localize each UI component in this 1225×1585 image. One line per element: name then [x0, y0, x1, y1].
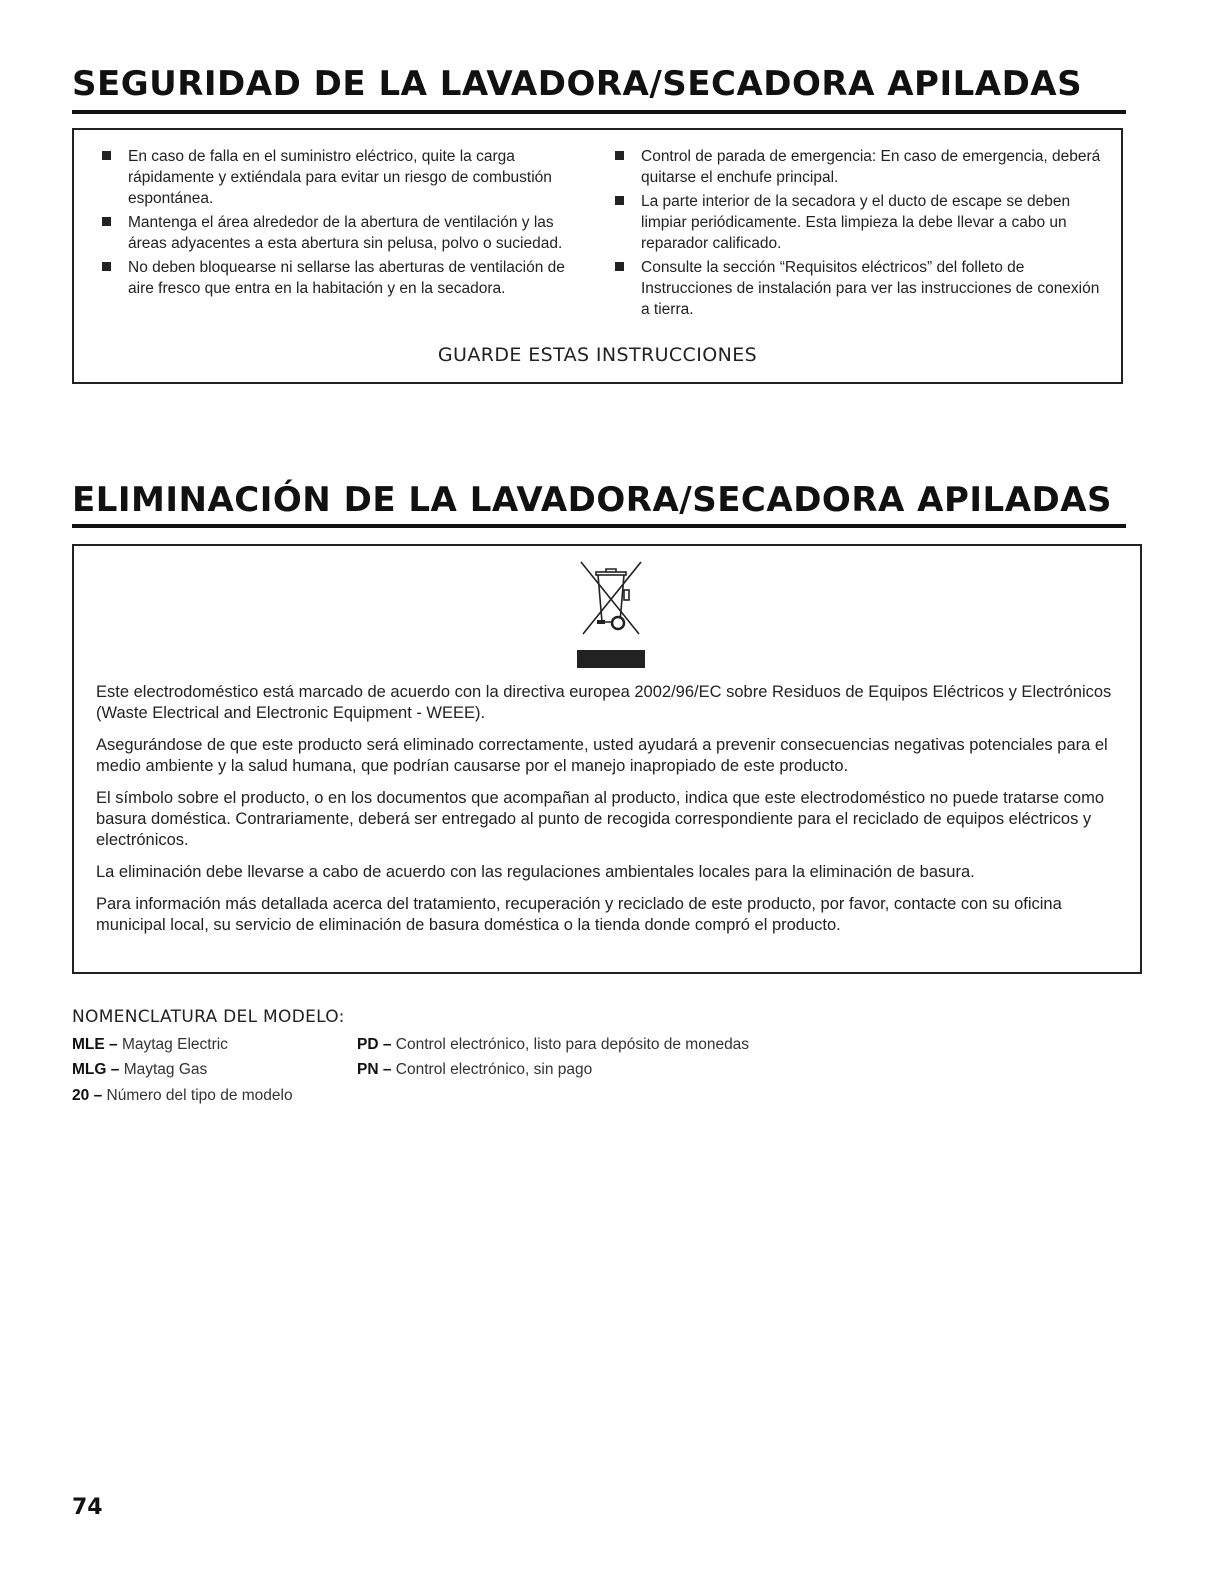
- safety-item: Consulte la sección “Requisitos eléctricos” del folleto de Instrucciones de instalación para ver las instrucciones de conexión a tierra.: [613, 257, 1108, 320]
- disposal-paragraph: El símbolo sobre el producto, o en los documentos que acompañan al producto, indica que este electrodoméstico no puede tratarse como basura doméstica. Contrariamente, deberá ser entregado al punto de recogida correspondiente para el reciclado de equipos eléctricos y electrónicos.: [96, 789, 1105, 849]
- disposal-paragraph: Asegurándose de que este producto será eliminado correctamente, usted ayudará a prevenir consecuencias negativas potenciales para el medio ambiente y la salud humana, que podrían causarse por el manejo inapropiado de este producto.: [96, 736, 1108, 775]
- nomenclature-title: NOMENCLATURA DEL MODELO:: [72, 1007, 345, 1027]
- disposal-box: [72, 544, 1142, 974]
- safety-item: Mantenga el área alrededor de la abertura de ventilación y las áreas adyacentes a esta abertura sin pelusa, polvo o suciedad.: [100, 212, 580, 254]
- page-number: 74: [72, 1495, 103, 1520]
- bullet-square-icon: [102, 217, 111, 226]
- save-instructions-heading: GUARDE ESTAS INSTRUCCIONES: [437, 344, 758, 366]
- nomenclature-entry: 20 – Número del tipo de modelo: [72, 1087, 293, 1104]
- disposal-paragraph: Este electrodoméstico está marcado de acuerdo con la directiva europea 2002/96/EC sobre Residuos de Equipos Eléctricos y Electrónicos (Waste Electrical and Electronic Equipment - WEEE).: [96, 683, 1112, 722]
- bullet-square-icon: [102, 262, 111, 271]
- disposal-title: ELIMINACIÓN DE LA LAVADORA/SECADORA APILADAS: [72, 480, 1113, 520]
- safety-right-column: [613, 146, 1108, 323]
- disposal-paragraph: La eliminación debe llevarse a cabo de acuerdo con las regulaciones ambientales locales para la eliminación de basura.: [96, 863, 975, 881]
- weee-crossed-bin-icon: [575, 560, 647, 638]
- bullet-square-icon: [102, 151, 111, 160]
- nomenclature-entry: PD – Control electrónico, listo para depósito de monedas: [357, 1036, 750, 1053]
- disposal-title-rule: [72, 524, 1126, 528]
- safety-box: [72, 128, 1123, 384]
- safety-left-column: [100, 146, 580, 302]
- disposal-paragraph: Para información más detallada acerca del tratamiento, recuperación y reciclado de este producto, por favor, contacte con su oficina municipal local, su servicio de eliminación de basura doméstica o la tienda donde compró el producto.: [96, 895, 1062, 934]
- bullet-square-icon: [615, 262, 624, 271]
- safety-title: SEGURIDAD DE LA LAVADORA/SECADORA APILADAS: [72, 64, 1083, 104]
- safety-item: Control de parada de emergencia: En caso de emergencia, deberá quitarse el enchufe principal.: [613, 146, 1108, 188]
- safety-item: En caso de falla en el suministro eléctrico, quite la carga rápidamente y extiéndala para evitar un riesgo de combustión espontánea.: [100, 146, 580, 209]
- nomenclature-entry: PN – Control electrónico, sin pago: [357, 1061, 593, 1078]
- safety-item: La parte interior de la secadora y el ducto de escape se deben limpiar periódicamente. Esta limpieza la debe llevar a cabo un reparador calificado.: [613, 191, 1108, 254]
- nomenclature-entry: MLE – Maytag Electric: [72, 1036, 228, 1053]
- bullet-square-icon: [615, 196, 624, 205]
- safety-item: No deben bloquearse ni sellarse las aberturas de ventilación de aire fresco que entra en la habitación y en la secadora.: [100, 257, 580, 299]
- safety-title-rule: [72, 110, 1126, 114]
- nomenclature-entry: MLG – Maytag Gas: [72, 1061, 208, 1078]
- disposal-text: [96, 682, 1112, 947]
- bullet-square-icon: [615, 151, 624, 160]
- weee-solid-bar: [577, 650, 645, 668]
